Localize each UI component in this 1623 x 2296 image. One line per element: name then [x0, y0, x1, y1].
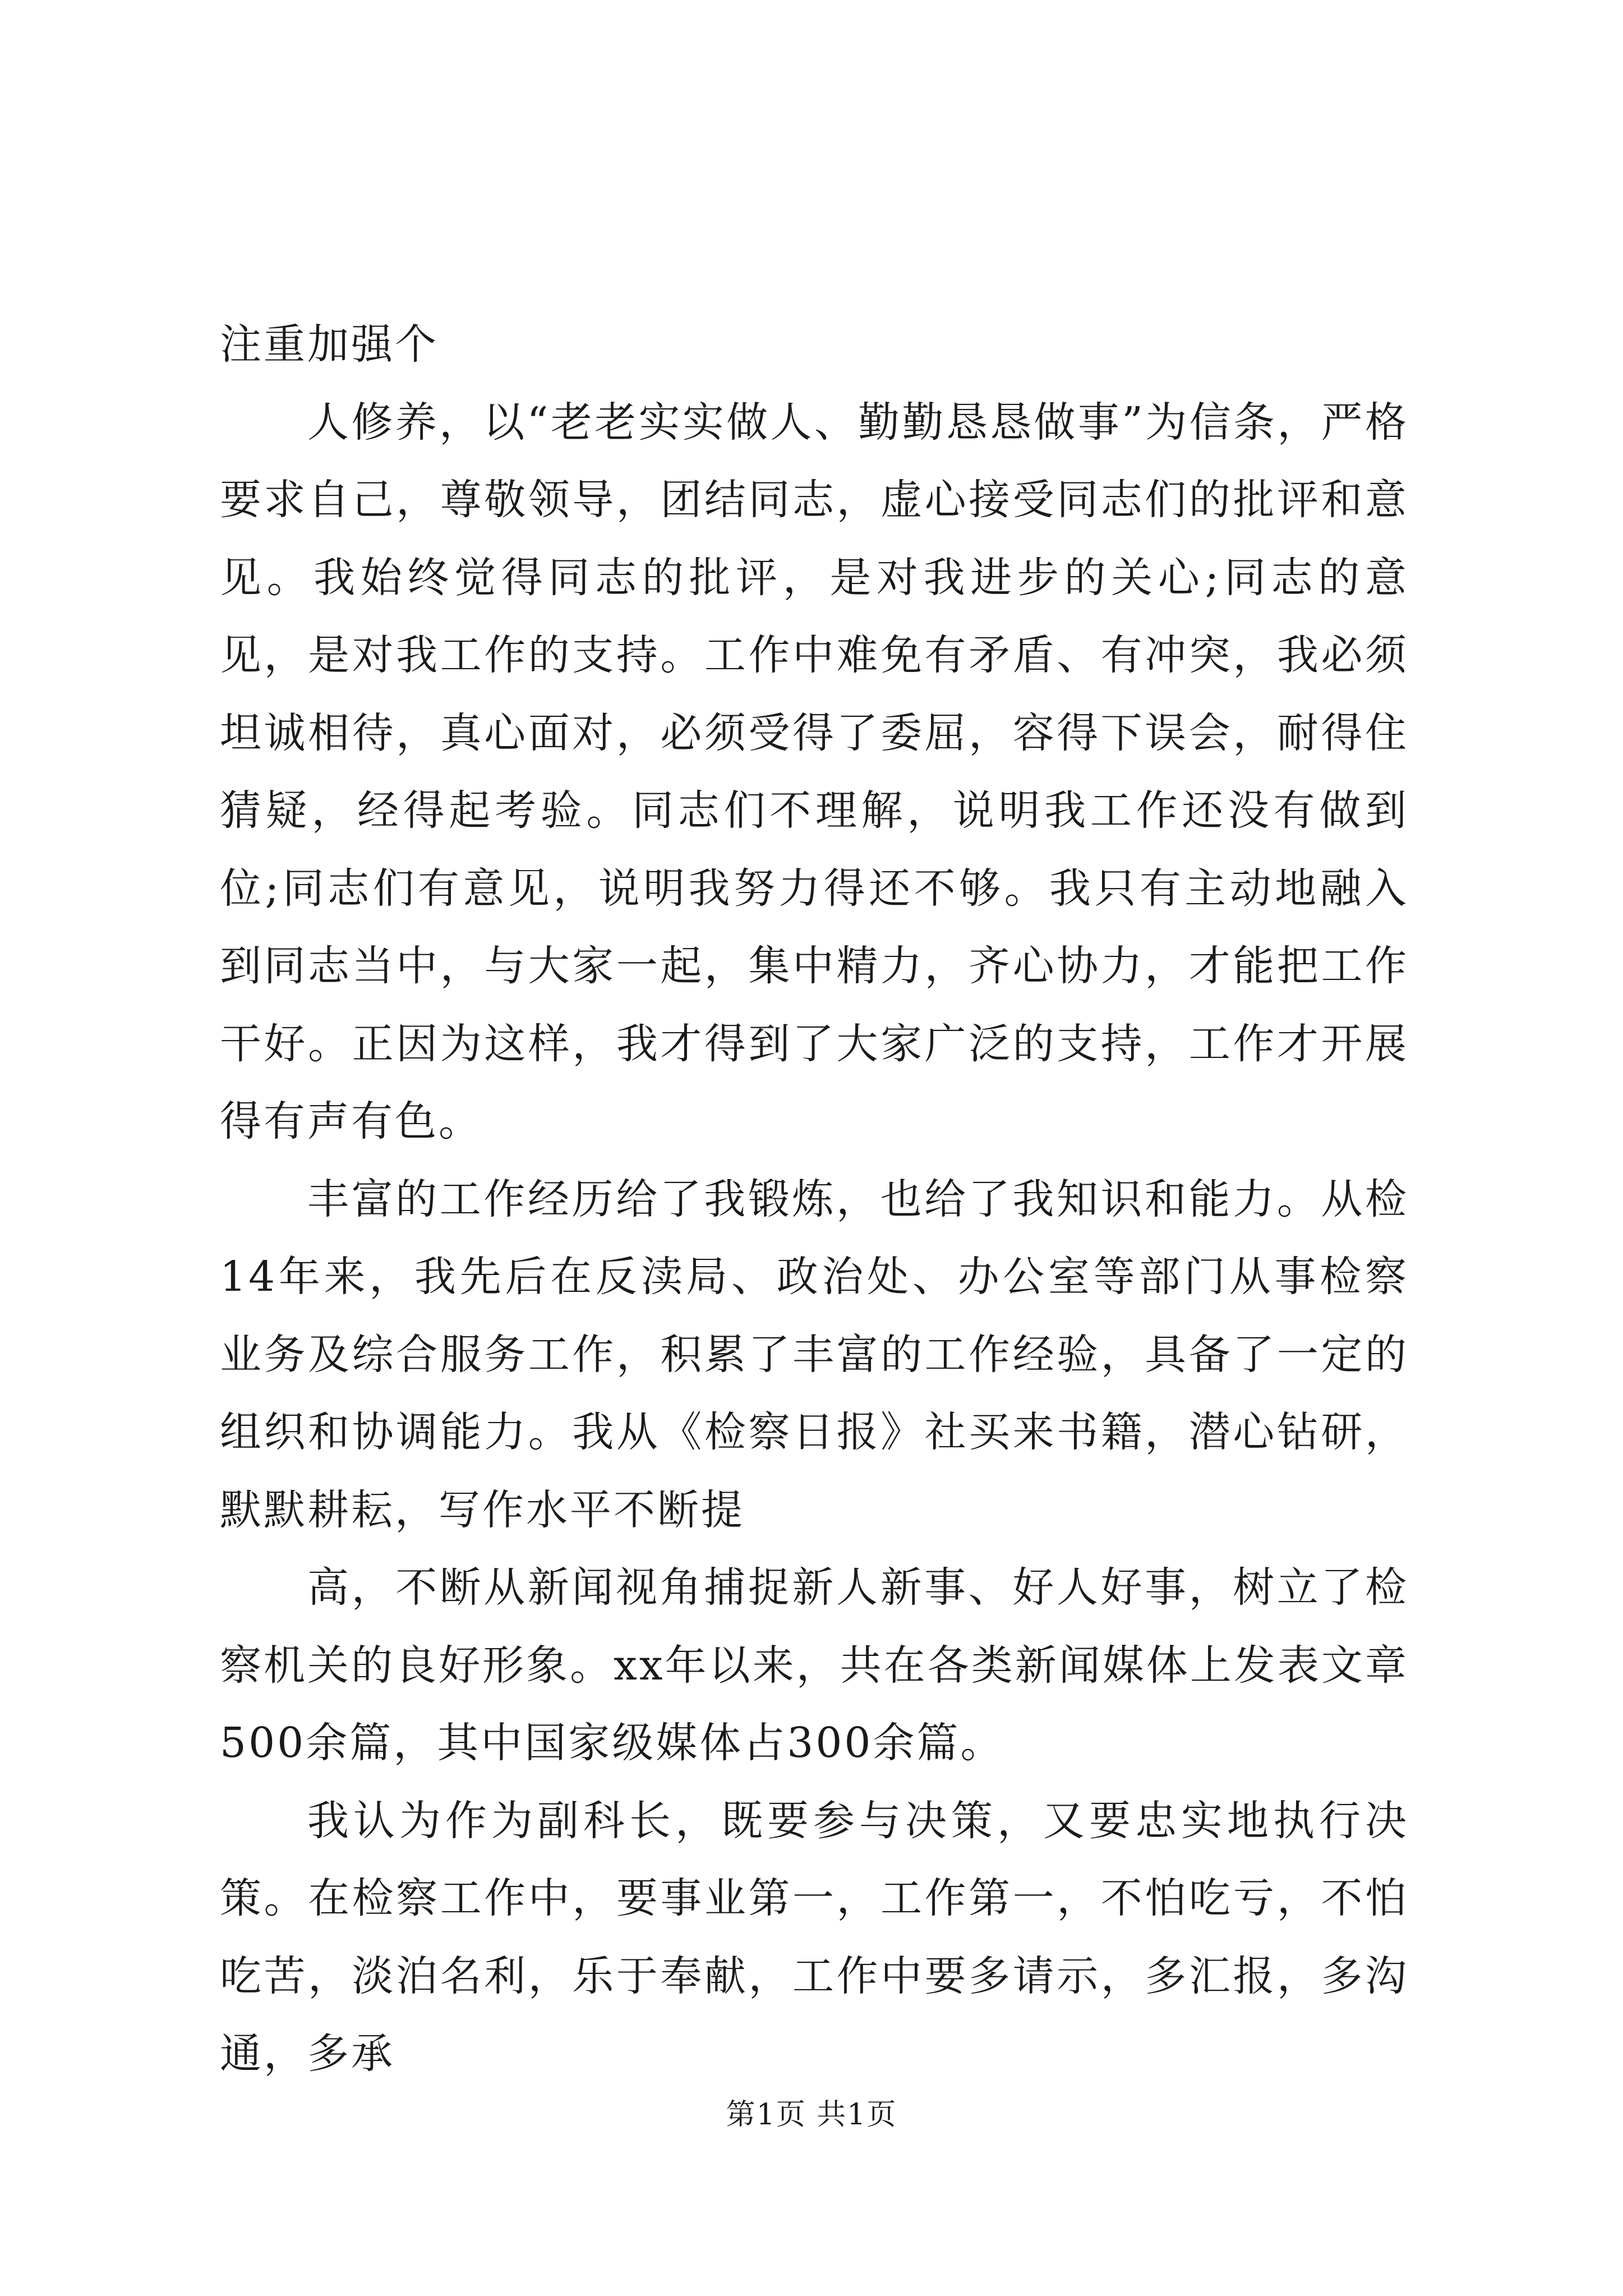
document-body: [220, 306, 1409, 2093]
paragraph: 高，不断从新闻视角捕捉新人新事、好人好事，树立了检察机关的良好形象。xx年以来，共在各类新闻媒体上发表文章500余篇，其中国家级媒体占300余篇。: [220, 1563, 1409, 1767]
paragraph-fragment: 注重加强个: [220, 320, 439, 369]
page-number-footer: 第1页 共1页: [726, 2098, 897, 2132]
paragraph: 丰富的工作经历给了我锻炼，也给了我知识和能力。从检14年来，我先后在反渎局、政治处、办公室等部门从事检察业务及综合服务工作，积累了丰富的工作经验，具备了一定的组织和协调能力。我从《检察日报》社买来书籍，潜心钻研，默默耕耘，写作水平不断提: [220, 1175, 1409, 1534]
paragraph: 我认为作为副科长，既要参与决策，又要忠实地执行决策。在检察工作中，要事业第一，工作第一，不怕吃亏，不怕吃苦，淡泊名利，乐于奉献，工作中要多请示，多汇报，多沟通，多承: [220, 1796, 1409, 2078]
paragraph: 人修养，以“老老实实做人、勤勤恳恳做事”为信条，严格要求自己，尊敬领导，团结同志，虚心接受同志们的批评和意见。我始终觉得同志的批评，是对我进步的关心;同志的意见，是对我工作的支持。工作中难免有矛盾、有冲突，我必须坦诚相待，真心面对，必须受得了委屈，容得下误会，耐得住猜疑，经得起考验。同志们不理解，说明我工作还没有做到位;同志们有意见，说明我努力得还不够。我只有主动地融入到同志当中，与大家一起，集中精力，齐心协力，才能把工作干好。正因为这样，我才得到了大家广泛的支持，工作才开展得有声有色。: [220, 398, 1409, 1145]
